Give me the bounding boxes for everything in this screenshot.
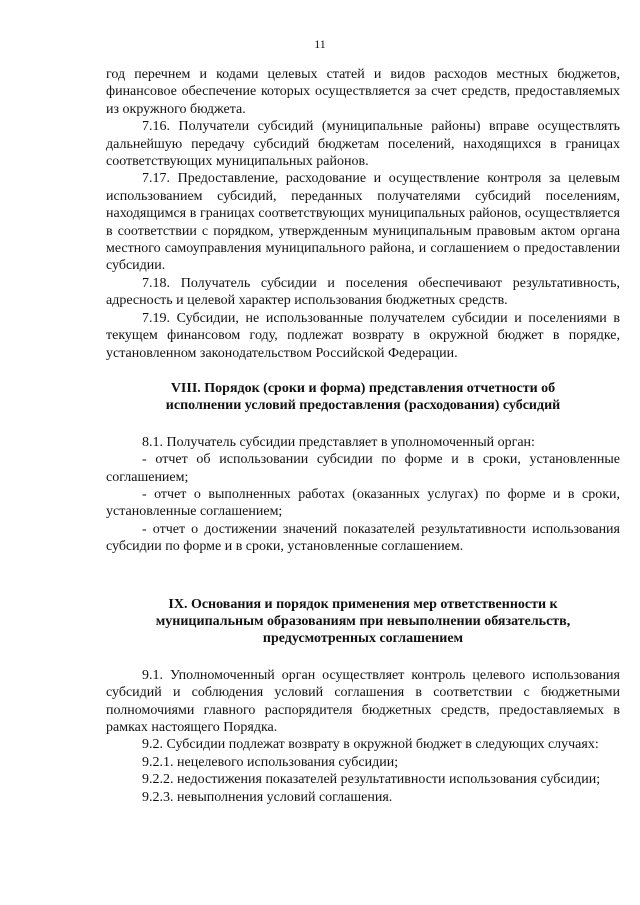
paragraph-9-2-3: 9.2.3. невыполнения условий соглашения. bbox=[142, 789, 393, 805]
list-item-report-usage: - отчет об использовании субсидии по форме и в сроки, установленные соглашением; bbox=[106, 452, 620, 485]
paragraph-continuation: год перечнем и кодами целевых статей и видов расходов местных бюджетов, финансовое обеспечение которых осуществляется за счет средств, предоставляемых из окружного бюджета. bbox=[106, 67, 620, 117]
paragraph-9-2-2: 9.2.2. недостижения показателей результативности использования субсидии; bbox=[142, 772, 601, 788]
section-9-heading-line2: муниципальным образованиям при невыполнении обязательств, bbox=[155, 613, 571, 629]
document-body bbox=[106, 66, 620, 806]
paragraph-8-1: 8.1. Получатель субсидии представляет в уполномоченный орган: bbox=[142, 434, 535, 450]
paragraph-9-1: 9.1. Уполномоченный орган осуществляет контроль целевого использования субсидий и соблюдения условий соглашения в соответствии с бюджетными полномочиями главного распорядителя бюджетных средств, предоставляемых в рамках настоящего Порядка. bbox=[106, 667, 620, 735]
paragraph-7-19: 7.19. Субсидии, не использованные получателем субсидии и поселениями в текущем финансовом году, подлежат возврату в окружной бюджет в порядке, установленном законодательством Российской Федерации. bbox=[106, 310, 620, 361]
section-9-heading-line3: предусмотренных соглашением bbox=[262, 631, 464, 647]
paragraph-9-2-1: 9.2.1. нецелевого использования субсидии; bbox=[142, 754, 399, 770]
section-8-heading-line2: исполнении условий предоставления (расходования) субсидий bbox=[165, 398, 561, 414]
list-item-report-indicators: - отчет о достижении значений показателей результативности использования субсидии по форме и в сроки, установленные соглашением. bbox=[106, 521, 620, 555]
page-number: 11 bbox=[314, 37, 326, 51]
paragraph-7-16: 7.16. Получатели субсидий (муниципальные районы) вправе осуществлять дальнейшую передачу субсидий бюджетам поселений, находящихся в границах соответствующих муниципальных районов. bbox=[106, 119, 620, 170]
paragraph-7-17: 7.17. Предоставление, расходование и осуществление контроля за целевым использованием субсидий, переданных получателями субсидий поселениям, находящимся в границах соответствующих муниципальных районов, осуществляется в соответствии с порядком, утвержденным муниципальным правовым актом органа местного самоуправления муниципального района, и соглашением о предоставлении субсидии. bbox=[106, 171, 620, 274]
list-item-report-works: - отчет о выполненных работах (оказанных услугах) по форме и в сроки, установленные соглашением; bbox=[106, 486, 620, 520]
section-8-heading-line1: VIII. Порядок (сроки и форма) представления отчетности об bbox=[170, 380, 556, 396]
paragraph-9-2: 9.2. Субсидии подлежат возврату в окружной бюджет в следующих случаях: bbox=[142, 737, 599, 753]
paragraph-7-18: 7.18. Получатель субсидии и поселения обеспечивают результативность, адресность и целевой характер использования бюджетных средств. bbox=[106, 275, 620, 309]
section-9-heading-line1: IX. Основания и порядок применения мер ответственности к bbox=[168, 596, 558, 612]
